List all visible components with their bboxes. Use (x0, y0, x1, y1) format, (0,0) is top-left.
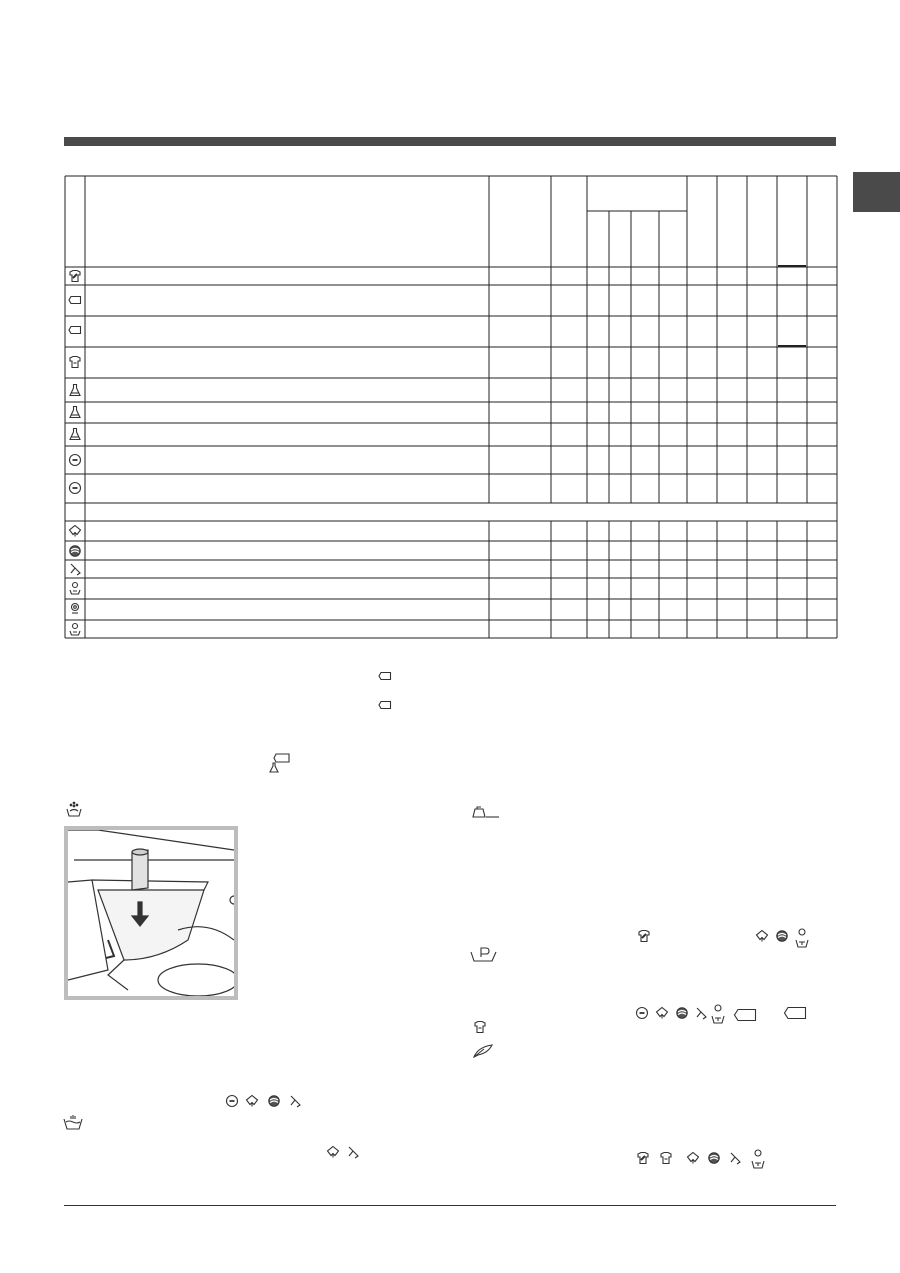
feather-icon (472, 1043, 494, 1059)
quick-wash-icon (68, 453, 82, 467)
delicates-icon (694, 1006, 708, 1020)
bleach-flask-icon (68, 427, 82, 441)
program-tag-icon (378, 698, 392, 712)
delicates-icon (68, 562, 82, 576)
delicates-icon (728, 1151, 742, 1165)
bleach-flask-icon (68, 383, 82, 397)
cotton-shirt-icon (636, 1151, 650, 1165)
rinse-basin-icon (63, 1113, 83, 1131)
bleach-flask-icon (68, 405, 82, 419)
program-tag-icon (378, 669, 392, 683)
program-tag-icon (783, 1006, 807, 1020)
language-tab (853, 172, 900, 212)
wool-ball-icon (675, 1006, 689, 1020)
quick-wash-icon (225, 1094, 239, 1108)
spin-basin-icon (750, 1148, 766, 1170)
wool-ball-icon (267, 1094, 281, 1108)
spin-basin-icon (794, 927, 810, 949)
detergent-basin-icon (65, 800, 83, 818)
cotton-shirt-icon (637, 929, 651, 943)
spin-basin-icon (68, 622, 82, 636)
iron-icon (471, 806, 501, 820)
wool-ball-icon (68, 544, 82, 558)
footer-rule (64, 1205, 836, 1206)
spin-basin-icon (68, 581, 82, 595)
quick-wash-icon (635, 1006, 649, 1020)
quick-wash-icon (68, 481, 82, 495)
section-header-rule (64, 137, 836, 146)
wool-ball-icon (775, 929, 789, 943)
synthetic-shirt-icon (473, 1020, 487, 1034)
bleach-tag-icon (268, 752, 292, 774)
delicates-icon (288, 1094, 302, 1108)
spin-icon (68, 602, 82, 616)
leaf-icon (68, 524, 82, 538)
program-tag-icon (733, 1008, 757, 1022)
synthetic-shirt-icon (659, 1151, 673, 1165)
leaf-icon (245, 1094, 259, 1108)
leaf-icon (655, 1006, 669, 1020)
spin-basin-icon (710, 1003, 726, 1025)
detergent-dispenser-illustration (64, 826, 238, 1000)
synthetic-shirt-icon (68, 355, 82, 369)
delicates-icon (346, 1145, 360, 1159)
program-tag-icon (68, 293, 82, 307)
p-basin-icon (470, 946, 498, 962)
program-tag-icon (68, 323, 82, 337)
leaf-icon (326, 1145, 340, 1159)
leaf-icon (755, 929, 769, 943)
wool-ball-icon (707, 1151, 721, 1165)
cotton-shirt-icon (68, 269, 82, 283)
leaf-icon (686, 1151, 700, 1165)
